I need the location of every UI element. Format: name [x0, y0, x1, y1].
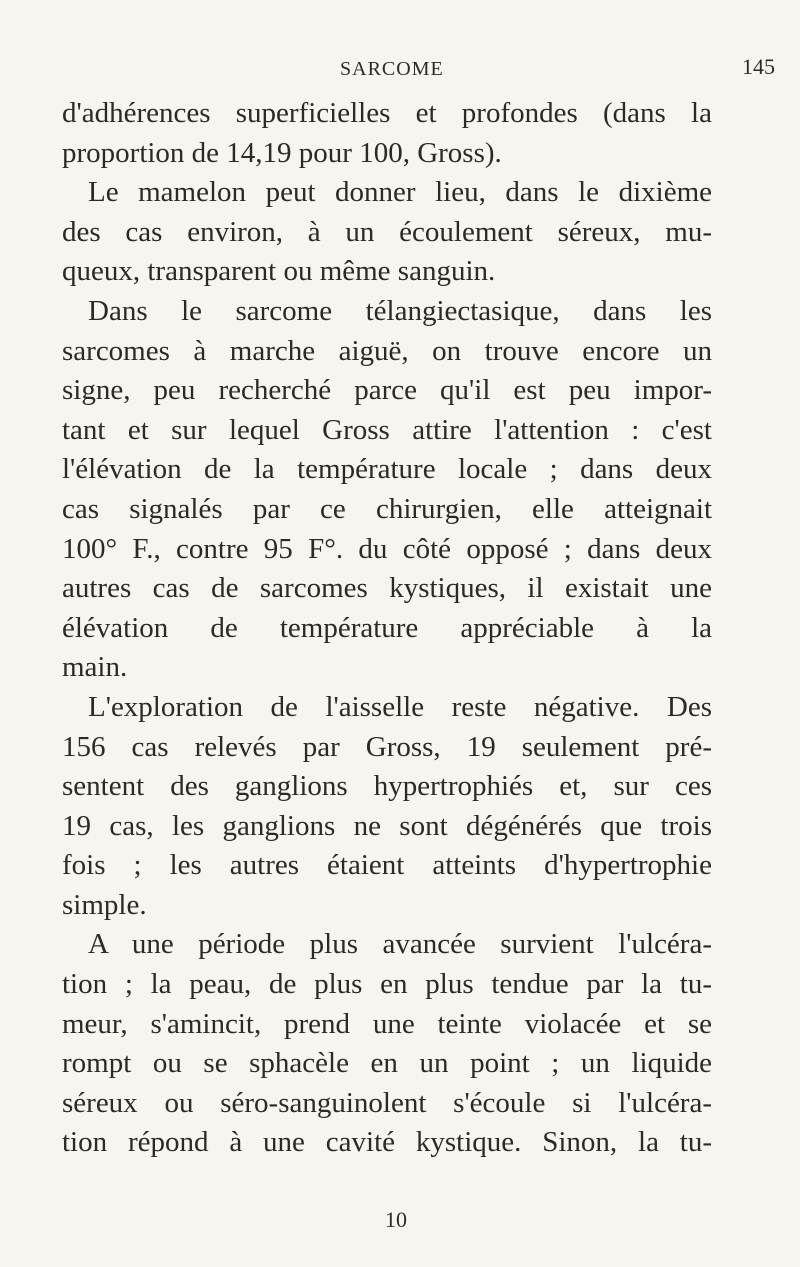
- text-line: rompt ou se sphacèle en un point ; un liquide: [62, 1047, 712, 1080]
- page-number: 145: [742, 54, 775, 79]
- text-line: élévation de température appréciable à la: [62, 611, 712, 644]
- text-line: main.: [62, 651, 128, 684]
- text-line: Dans le sarcome télangiectasique, dans les: [88, 294, 712, 327]
- text-line: séreux ou séro-sanguinolent s'écoule si l'ulcéra-: [62, 1086, 712, 1119]
- text-line: cas signalés par ce chirurgien, elle atteignait: [62, 492, 712, 525]
- text-line: sentent des ganglions hypertrophiés et, sur ces: [62, 770, 712, 803]
- text-line: sarcomes à marche aiguë, on trouve encore un: [62, 334, 712, 367]
- text-line: proportion de 14,19 pour 100, Gross).: [62, 136, 502, 169]
- text-line: simple.: [62, 888, 147, 921]
- text-line: autres cas de sarcomes kystiques, il existait une: [62, 572, 712, 605]
- text-line: tion ; la peau, de plus en plus tendue par la tu-: [62, 968, 712, 1001]
- text-line: des cas environ, à un écoulement séreux, mu-: [62, 215, 712, 248]
- text-line: queux, transparent ou même sanguin.: [62, 255, 496, 288]
- text-line: tion répond à une cavité kystique. Sinon, la tu-: [62, 1126, 712, 1159]
- running-head: SARCOME: [340, 58, 444, 80]
- text-line: 100° F., contre 95 F°. du côté opposé ; dans deux: [62, 532, 712, 565]
- text-line: Le mamelon peut donner lieu, dans le dixième: [88, 176, 712, 209]
- text-line: L'exploration de l'aisselle reste négative. Des: [88, 690, 712, 723]
- text-line: signe, peu recherché parce qu'il est peu impor-: [62, 374, 712, 407]
- text-line: d'adhérences superficielles et profondes (dans la: [62, 97, 712, 129]
- text-line: 156 cas relevés par Gross, 19 seulement pré-: [62, 730, 712, 763]
- text-line: tant et sur lequel Gross attire l'attention : c'est: [62, 413, 712, 446]
- text-line: 19 cas, les ganglions ne sont dégénérés que trois: [62, 809, 712, 842]
- text-line: l'élévation de la température locale ; dans deux: [62, 453, 712, 486]
- text-line: A une période plus avancée survient l'ulcéra-: [88, 928, 712, 961]
- body-text: [62, 94, 712, 1163]
- text-line: meur, s'amincit, prend une teinte violacée et se: [62, 1007, 712, 1040]
- signature-mark: 10: [385, 1207, 407, 1232]
- text-line: fois ; les autres étaient atteints d'hypertrophie: [62, 849, 712, 882]
